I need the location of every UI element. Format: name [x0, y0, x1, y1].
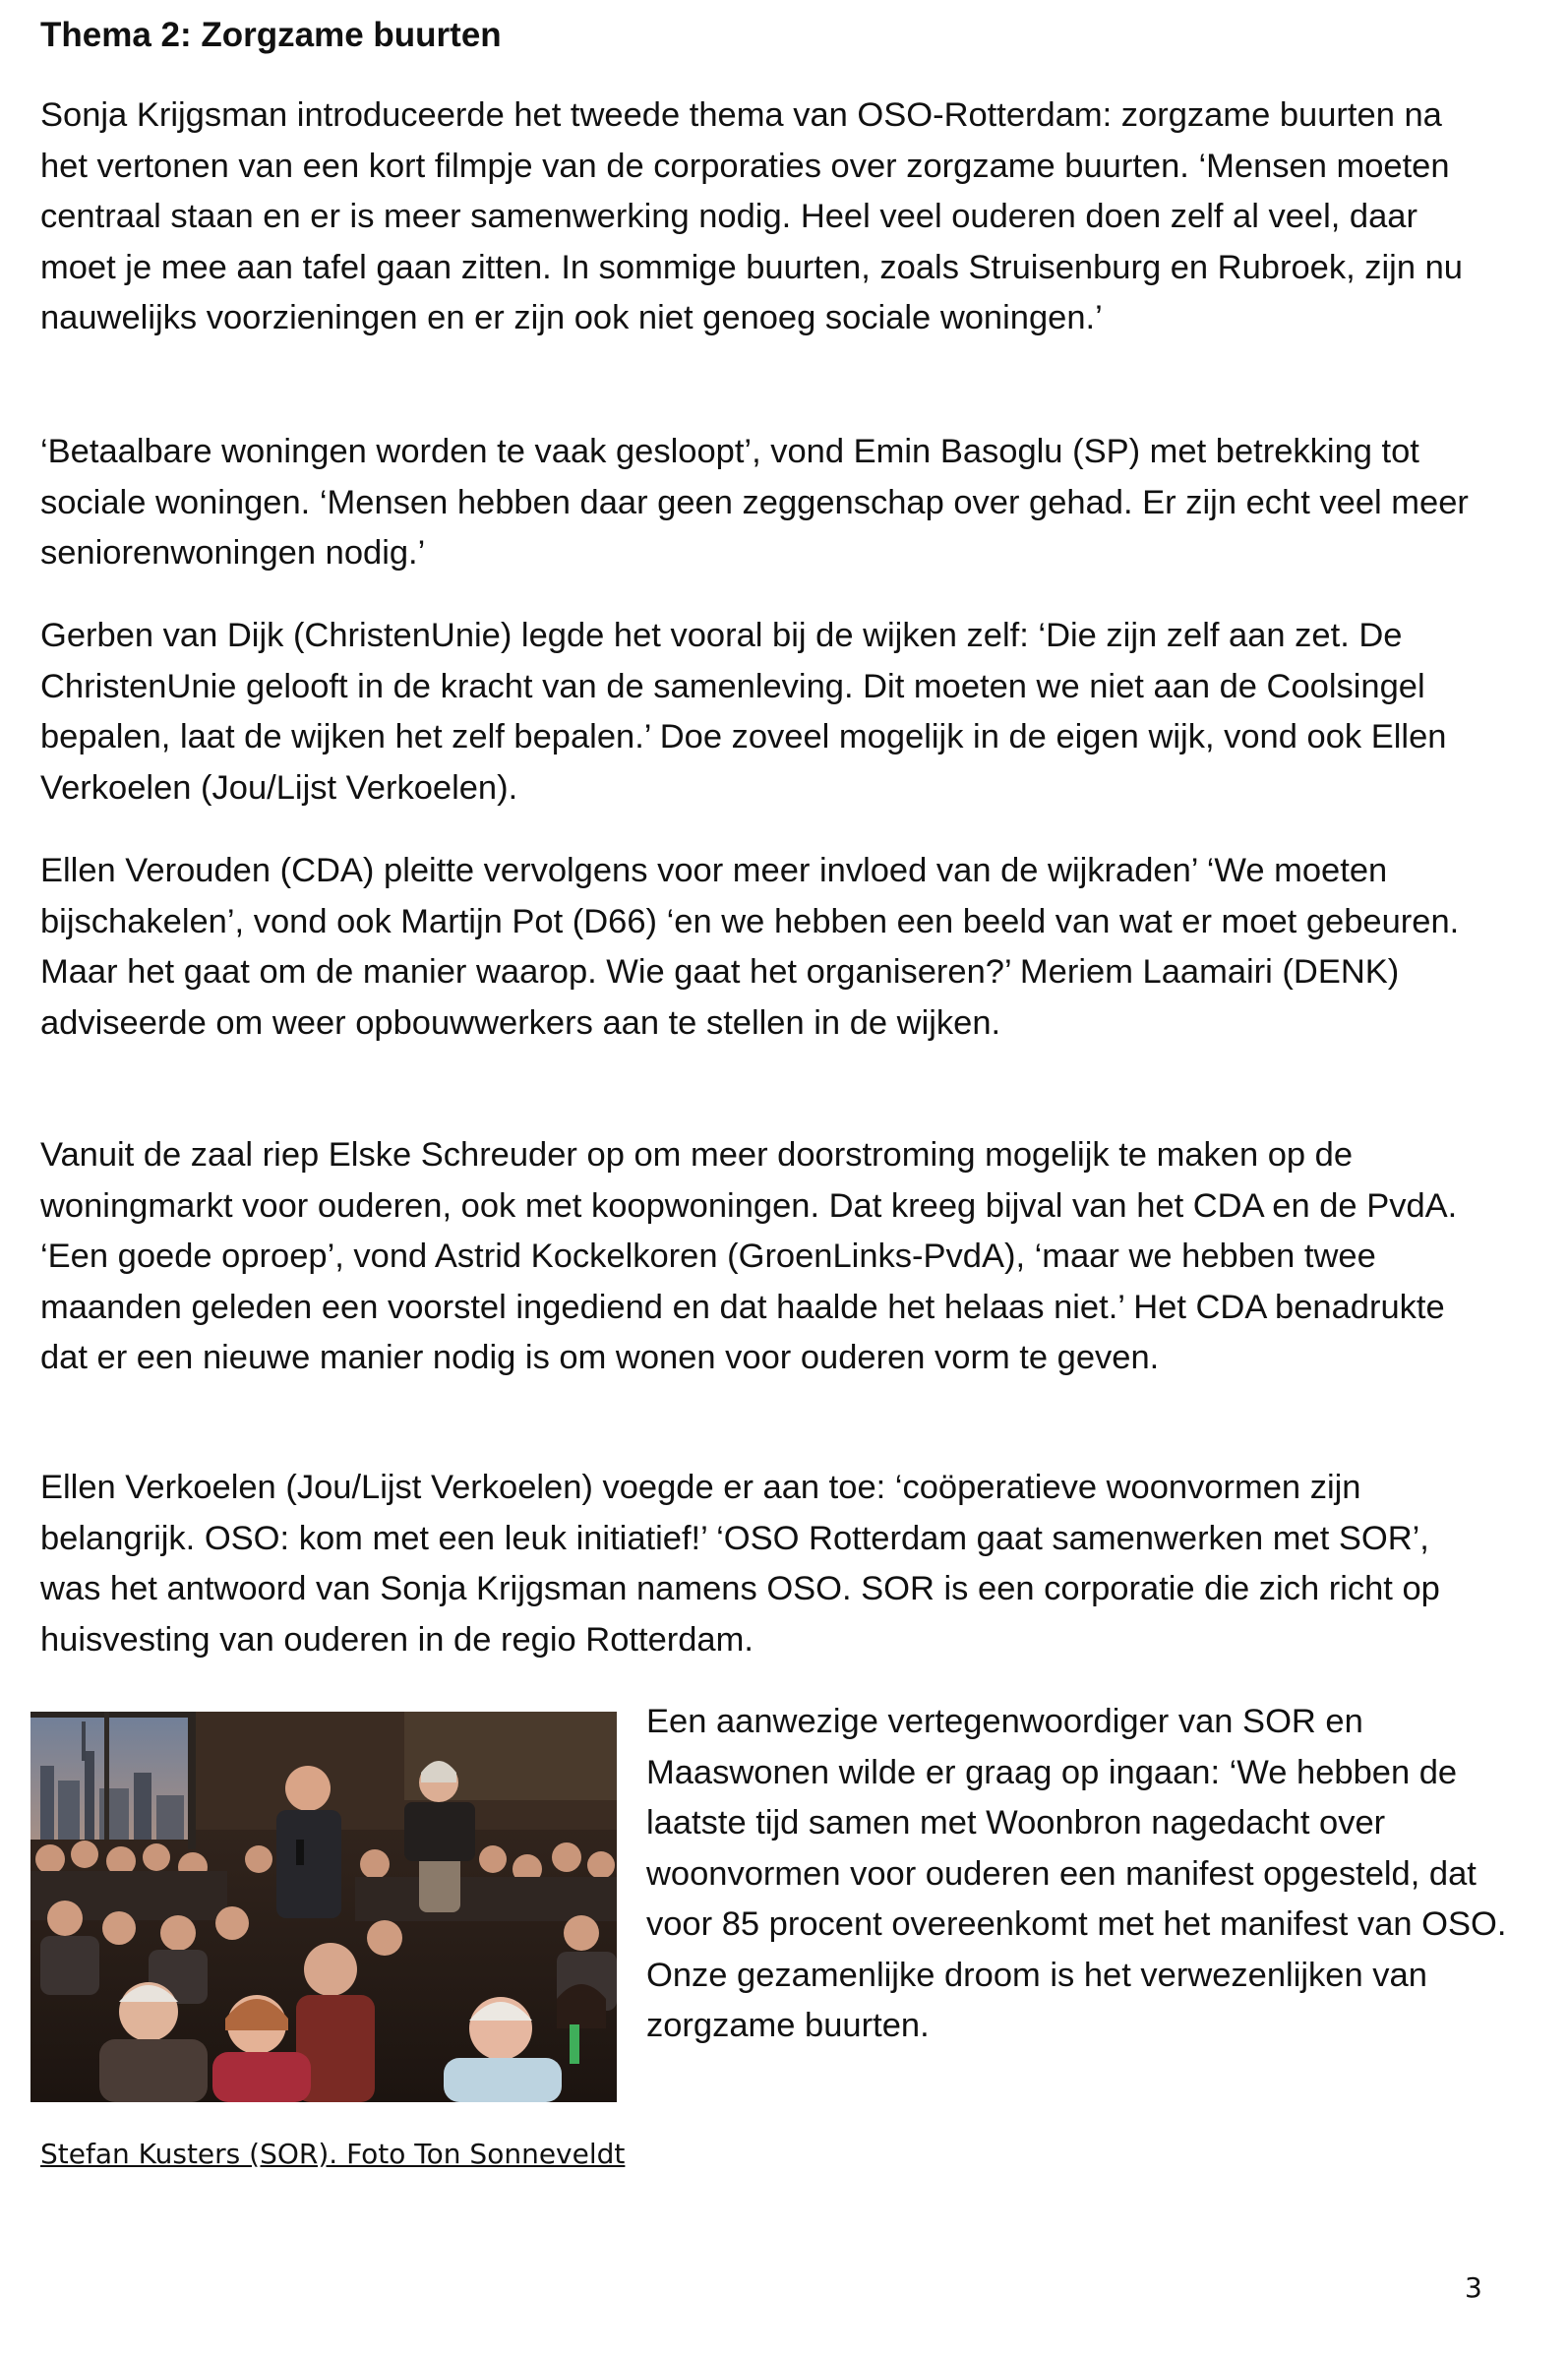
body-paragraph: Vanuit de zaal riep Elske Schreuder op om meer doorstroming mogelijk te maken op de woningmarkt voor ouderen, ook met koopwoningen. Dat kreeg bijval van het CDA en de PvdA. ‘Een goede oproep’, vond Astrid Kockelkoren (GroenLinks-PvdA), ‘maar we hebben twee maanden geleden een voorstel ingediend en dat haalde het helaas niet.’ Het CDA benadrukte dat er een nieuwe manier nodig is om wonen voor ouderen vorm te geven. — [40, 1136, 1458, 1376]
page-title: Thema 2: Zorgzame buurten — [40, 16, 502, 54]
side-paragraph: Een aanwezige vertegenwoordiger van SOR en Maaswonen wilde er graag op ingaan: ‘We hebben de laatste tijd samen met Woonbron nagedacht over woonvormen voor ouderen een manifest opgesteld, dat voor 85 procent overeenkomt met het manifest van OSO. Onze gezamenlijke droom is het verwezenlijken van zorgzame buurten. — [646, 1703, 1507, 2044]
body-paragraph: ‘Betaalbare woningen worden te vaak gesloopt’, vond Emin Basoglu (SP) met betrekking tot sociale woningen. ‘Mensen hebben daar geen zeggenschap over gehad. Er zijn echt veel meer seniorenwoningen nodig.’ — [40, 433, 1469, 572]
body-paragraph: Ellen Verouden (CDA) pleitte vervolgens voor meer invloed van de wijkraden’ ‘We moeten bijschakelen’, vond ook Martijn Pot (D66) ‘en we hebben een beeld van wat er moet gebeuren. Maar het gaat om de manier waarop. Wie gaat het organiseren?’ Meriem Laamairi (DENK) adviseerde om weer opbouwwerkers aan te stellen in de wijken. — [40, 852, 1460, 1042]
body-paragraph: Ellen Verkoelen (Jou/Lijst Verkoelen) voegde er aan toe: ‘coöperatieve woonvormen zijn belangrijk. OSO: kom met een leuk initiatief!’ ‘OSO Rotterdam gaat samenwerken met SOR’, was het antwoord van Sonja Krijgsman namens OSO. SOR is een corporatie die zich richt op huisvesting van ouderen in de regio Rotterdam. — [40, 1469, 1440, 1659]
page-number: 3 — [1465, 2271, 1482, 2304]
audience-photo — [30, 1712, 617, 2102]
photo-caption-link[interactable]: Stefan Kusters (SOR). Foto Ton Sonneveldt — [40, 2138, 626, 2170]
body-paragraph: Sonja Krijgsman introduceerde het tweede thema van OSO-Rotterdam: zorgzame buurten na het vertonen van een kort filmpje van de corporaties over zorgzame buurten. ‘Mensen moeten centraal staan en er is meer samenwerking nodig. Heel veel ouderen doen zelf al veel, daar moet je mee aan tafel gaan zitten. In sommige buurten, zoals Struisenburg en Rubroek, zijn nu nauwelijks voorzieningen en er zijn ook niet genoeg sociale woningen.’ — [40, 96, 1463, 336]
body-paragraph: Gerben van Dijk (ChristenUnie) legde het vooral bij de wijken zelf: ‘Die zijn zelf aan zet. De ChristenUnie gelooft in de kracht van de samenleving. Dit moeten we niet aan de Coolsingel bepalen, laat de wijken het zelf bepalen.’ Doe zoveel mogelijk in de eigen wijk, vond ook Ellen Verkoelen (Jou/Lijst Verkoelen). — [40, 617, 1447, 807]
